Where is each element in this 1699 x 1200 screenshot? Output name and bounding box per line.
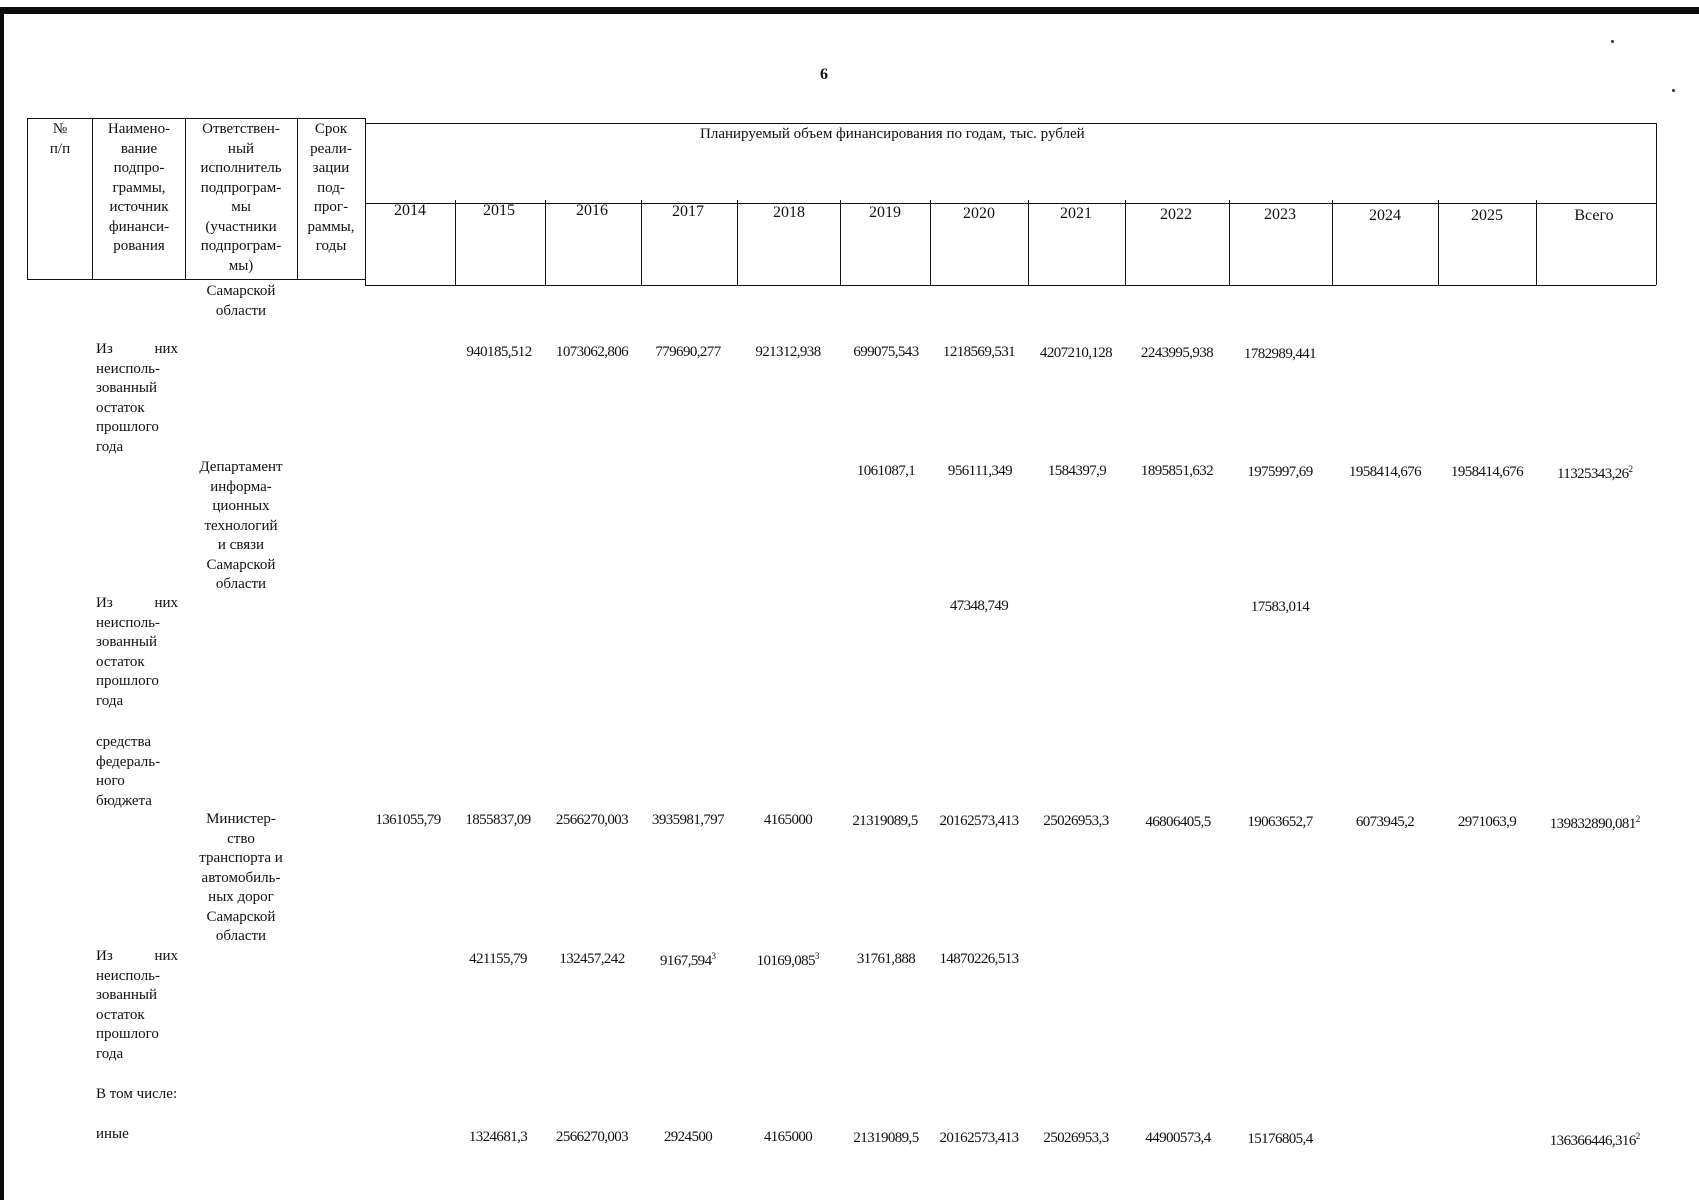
year-2021: 2021 [1060, 205, 1092, 222]
cell-2016: 2566270,003 [555, 1129, 629, 1145]
year-2023: 2023 [1264, 206, 1296, 223]
year-2018: 2018 [773, 204, 805, 221]
cell-2015: 940185,512 [466, 344, 532, 360]
cell-2019: 21319089,5 [852, 813, 918, 829]
total-value: 139832890,081 [1549, 816, 1636, 832]
cell-2015: 1324681,3 [468, 1129, 528, 1145]
year-2016: 2016 [576, 202, 608, 219]
cell-2023: 15176805,4 [1247, 1131, 1313, 1147]
col-divider [1656, 123, 1657, 285]
col-divider [27, 118, 28, 279]
cell-2016: 1073062,806 [555, 344, 629, 360]
cell-2019: 699075,543 [853, 344, 919, 360]
cell-2021: 1584397,9 [1047, 463, 1107, 479]
cell-total [1543, 1131, 1647, 1150]
row-label-including: В том числе: [96, 1086, 178, 1102]
header-col-term: Срок реали- зации под- прог- раммы, годы [307, 121, 355, 254]
cell-2020: 14870226,513 [939, 951, 1019, 967]
year-2019: 2019 [869, 204, 901, 221]
cell-total [1543, 814, 1647, 833]
col-divider [737, 200, 738, 285]
cell-2015: 421155,79 [469, 951, 527, 967]
footnote-mark: 3 [814, 951, 820, 961]
scan-speck [1672, 89, 1675, 92]
header-bottom-line [27, 279, 365, 280]
year-2024: 2024 [1369, 207, 1401, 224]
cell-2014: 1361055,79 [375, 812, 441, 828]
cell-total [1543, 464, 1647, 483]
cell-value: 9167,594 [660, 953, 712, 969]
scan-left-border [0, 7, 4, 1200]
row-label-other: иные [96, 1126, 129, 1142]
cell-2021: 25026953,3 [1043, 1130, 1109, 1146]
col-divider [92, 118, 93, 279]
year-2020: 2020 [963, 205, 995, 222]
cell-2023: 1782989,441 [1243, 346, 1317, 362]
footnote-mark: 2 [1635, 1131, 1641, 1141]
year-2025: 2025 [1471, 207, 1503, 224]
year-2015: 2015 [483, 202, 515, 219]
cell-2017: 779690,277 [655, 344, 721, 360]
cell-2018: 4165000 [763, 1129, 813, 1145]
header-col-number: № п/п [49, 121, 71, 157]
row-label-federal-budget: средства федераль-ного бюджета [96, 734, 161, 809]
cell-2019: 21319089,5 [853, 1130, 919, 1146]
year-total: Всего [1574, 207, 1614, 224]
cell-2025: 2971063,9 [1457, 814, 1517, 830]
cell-value: 10169,085 [756, 953, 815, 969]
col-divider [1125, 200, 1126, 285]
cell-2019: 31761,888 [856, 951, 916, 967]
cell-2020: 20162573,413 [939, 1130, 1019, 1146]
cell-2017: 3935981,797 [651, 812, 725, 828]
header-bottom-line [365, 285, 1656, 286]
cell-2025: 1958414,676 [1450, 464, 1524, 480]
cell-2016: 2566270,003 [555, 812, 629, 828]
year-2017: 2017 [672, 203, 704, 220]
header-top-line [365, 123, 1656, 124]
page-number: 6 [820, 66, 828, 83]
footnote-mark: 3 [711, 951, 716, 961]
cell-2021: 25026953,3 [1043, 813, 1109, 829]
cell-2015: 1855837,09 [465, 812, 531, 828]
cell-2019: 1061087,1 [856, 463, 916, 479]
cell-2017 [636, 951, 740, 970]
cell-2022: 46806405,5 [1145, 814, 1211, 830]
cell-2020: 956111,349 [947, 463, 1013, 479]
footnote-mark: 2 [1635, 814, 1641, 824]
cell-2022: 1895851,632 [1140, 463, 1214, 479]
row-label-unused-balance: Из них неисполь-зованный остаток прошлого года [96, 595, 178, 709]
financing-title: Планируемый объем финансирования по годам, тыс. рублей [700, 126, 1085, 142]
cell-2021: 4207210,128 [1039, 345, 1113, 361]
scan-speck [1611, 40, 1614, 43]
cell-2023: 17583,014 [1250, 599, 1310, 615]
year-2014: 2014 [394, 202, 426, 219]
cell-2017: 2924500 [663, 1129, 713, 1145]
cell-2023: 19063652,7 [1247, 814, 1313, 830]
cell-2022: 2243995,938 [1140, 345, 1214, 361]
cell-2018: 921312,938 [755, 344, 821, 360]
cell-2020: 20162573,413 [939, 813, 1019, 829]
header-col-executor: Ответствен- ный исполнитель подпрограм- мы (участники подпрограм- мы) [200, 121, 282, 274]
col-divider [1332, 200, 1333, 285]
cell-2024: 1958414,676 [1348, 464, 1422, 480]
total-value: 136366446,316 [1549, 1133, 1636, 1149]
col-divider [1536, 200, 1537, 285]
cell-2023: 1975997,69 [1247, 464, 1313, 480]
total-value: 11325343,26 [1556, 466, 1629, 482]
cell-2022: 44900573,4 [1145, 1130, 1211, 1146]
executor-dit: Департамент информа- ционных технологий и связи Самарской области [199, 459, 283, 592]
scan-top-border [0, 7, 1699, 14]
footnote-mark: 2 [1628, 464, 1634, 474]
row-label-unused-balance: Из них неисполь-зованный остаток прошлого года [96, 341, 178, 455]
cell-2020: 47348,749 [949, 598, 1009, 614]
cell-2018: 4165000 [763, 812, 813, 828]
executor-continuation: Самарской области [206, 283, 276, 319]
year-2022: 2022 [1160, 206, 1192, 223]
executor-mtad: Министер- ство транспорта и автомобиль- ных дорог Самарской области [199, 811, 283, 944]
cell-2016: 132457,242 [559, 951, 625, 967]
header-col-name: Наимено- вание подпро- граммы, источник финанси- рования [107, 121, 171, 254]
row-label-unused-balance: Из них неисполь-зованный остаток прошлого года [96, 948, 178, 1062]
header-top-line [27, 118, 365, 119]
col-divider [1229, 200, 1230, 285]
cell-2020: 1218569,531 [942, 344, 1016, 360]
cell-2024: 6073945,2 [1355, 814, 1415, 830]
cell-2018 [736, 951, 840, 970]
